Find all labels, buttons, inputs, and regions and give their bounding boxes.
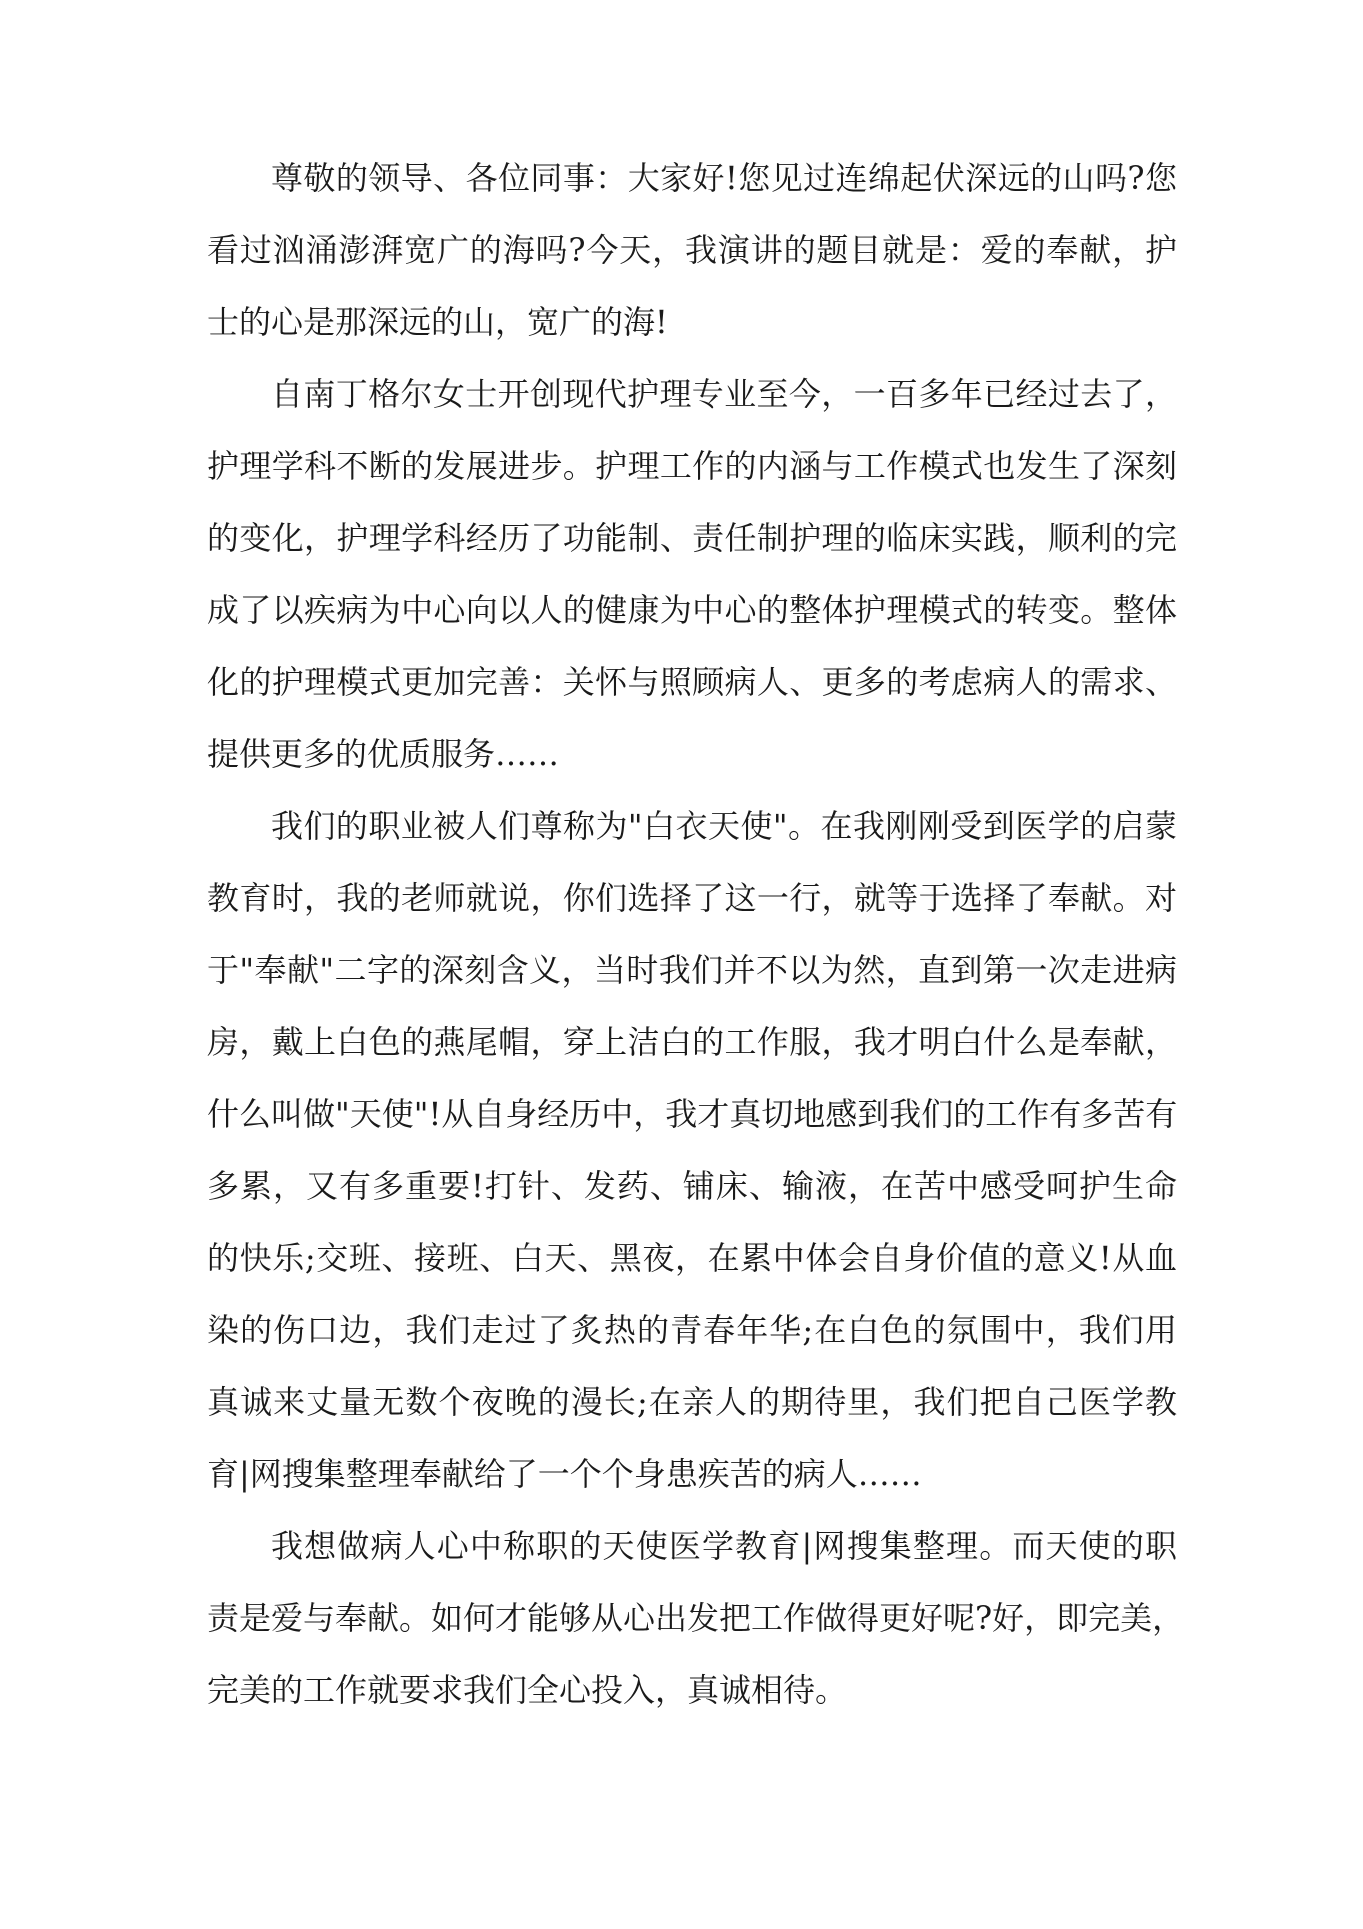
paragraph-line: 教育时，我的老师就说，你们选择了这一行，就等于选择了奉献。对 — [207, 879, 1177, 917]
paragraph-line: 我们的职业被人们尊称为"白衣天使"。在我刚刚受到医学的启蒙 — [271, 807, 1177, 845]
document-body — [207, 142, 1185, 1726]
paragraph-line: 看过汹涌澎湃宽广的海吗?今天，我演讲的题目就是：爱的奉献，护 — [207, 231, 1177, 269]
paragraph-line: 真诚来丈量无数个夜晚的漫长;在亲人的期待里，我们把自己医学教 — [207, 1383, 1177, 1421]
paragraph-line: 的快乐;交班、接班、白天、黑夜，在累中体会自身价值的意义!从血 — [207, 1239, 1177, 1277]
paragraph-2 — [207, 358, 1177, 790]
paragraph-line: 我想做病人心中称职的天使医学教育|网搜集整理。而天使的职 — [271, 1527, 1177, 1565]
paragraph-line: 成了以疾病为中心向以人的健康为中心的整体护理模式的转变。整体 — [207, 591, 1177, 629]
paragraph-line: 于"奉献"二字的深刻含义，当时我们并不以为然，直到第一次走进病 — [207, 951, 1177, 989]
paragraph-line: 自南丁格尔女士开创现代护理专业至今，一百多年已经过去了， — [271, 375, 1177, 413]
paragraph-line: 育|网搜集整理奉献给了一个个身患疾苦的病人…… — [207, 1455, 922, 1493]
paragraph-line: 责是爱与奉献。如何才能够从心出发把工作做得更好呢?好，即完美， — [207, 1599, 1185, 1637]
paragraph-line: 多累，又有多重要!打针、发药、铺床、输液，在苦中感受呵护生命 — [207, 1167, 1177, 1205]
paragraph-line: 尊敬的领导、各位同事：大家好!您见过连绵起伏深远的山吗?您 — [271, 159, 1177, 197]
paragraph-4 — [207, 1510, 1185, 1726]
paragraph-line: 房，戴上白色的燕尾帽，穿上洁白的工作服，我才明白什么是奉献， — [207, 1023, 1177, 1061]
paragraph-1 — [207, 142, 1177, 358]
paragraph-line: 染的伤口边，我们走过了炙热的青春年华;在白色的氛围中，我们用 — [207, 1311, 1177, 1349]
paragraph-line: 士的心是那深远的山，宽广的海! — [207, 303, 668, 341]
paragraph-line: 护理学科不断的发展进步。护理工作的内涵与工作模式也发生了深刻 — [207, 447, 1177, 485]
paragraph-line: 的变化，护理学科经历了功能制、责任制护理的临床实践，顺利的完 — [207, 519, 1177, 557]
paragraph-3 — [207, 790, 1177, 1510]
paragraph-line: 什么叫做"天使"!从自身经历中，我才真切地感到我们的工作有多苦有 — [207, 1095, 1178, 1133]
paragraph-line: 化的护理模式更加完善：关怀与照顾病人、更多的考虑病人的需求、 — [207, 663, 1177, 701]
paragraph-line: 提供更多的优质服务…… — [207, 735, 560, 773]
paragraph-line: 完美的工作就要求我们全心投入，真诚相待。 — [207, 1671, 848, 1709]
